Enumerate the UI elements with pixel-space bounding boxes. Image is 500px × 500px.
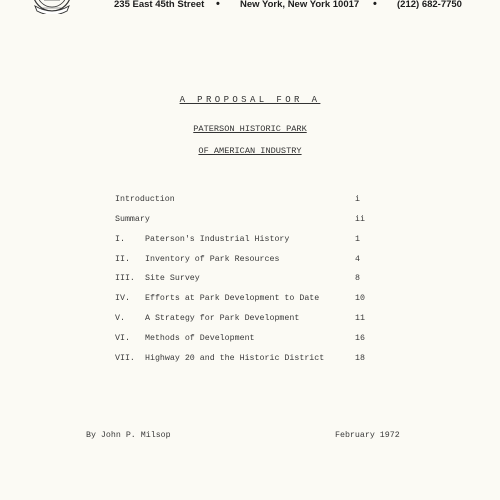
toc-title: Site Survey [145,274,200,283]
toc-entry [115,274,375,286]
letterhead-separator: • [216,0,220,10]
toc-number: VII. [115,354,135,363]
toc-page: 10 [355,294,365,303]
toc-entry [115,215,375,227]
toc-page: 11 [355,314,365,323]
author-line: By John P. Milsop [86,431,171,440]
toc-title: Highway 20 and the Historic District [145,354,325,363]
toc-entry [115,354,375,366]
toc-entry [115,195,375,207]
letterhead-phone: (212) 682-7750 [397,0,462,10]
document-subtitle: OF AMERICAN INDUSTRY [198,146,302,156]
toc-title: Summary [115,215,150,224]
toc-title: Paterson's Industrial History [145,235,290,244]
toc-number: III. [115,274,135,283]
toc-entry [115,255,375,267]
letterhead-street: 235 East 45th Street [114,0,205,10]
toc-page: i [355,195,360,204]
toc-entry [115,334,375,346]
toc-title: Methods of Development [145,334,255,343]
date-line: February 1972 [335,431,400,440]
toc-title: Inventory of Park Resources [145,255,280,264]
toc-page: 1 [355,235,360,244]
toc-page: 4 [355,255,360,264]
toc-entry [115,294,375,306]
toc-page: 8 [355,274,360,283]
proposal-heading: A PROPOSAL FOR A [179,95,321,105]
toc-number: IV. [115,294,130,303]
toc-number: V. [115,314,125,323]
document-title: PATERSON HISTORIC PARK [193,124,307,134]
toc-page: ii [355,215,365,224]
toc-number: II. [115,255,130,264]
toc-number: I. [115,235,125,244]
toc-title: Efforts at Park Development to Date [145,294,320,303]
letterhead-city: New York, New York 10017 [240,0,360,10]
letterhead-separator: • [373,0,377,10]
toc-entry [115,235,375,247]
toc-title: A Strategy for Park Development [145,314,300,323]
toc-page: 16 [355,334,365,343]
toc-number: VI. [115,334,130,343]
toc-title: Introduction [115,195,175,204]
toc-entry [115,314,375,326]
toc-page: 18 [355,354,365,363]
